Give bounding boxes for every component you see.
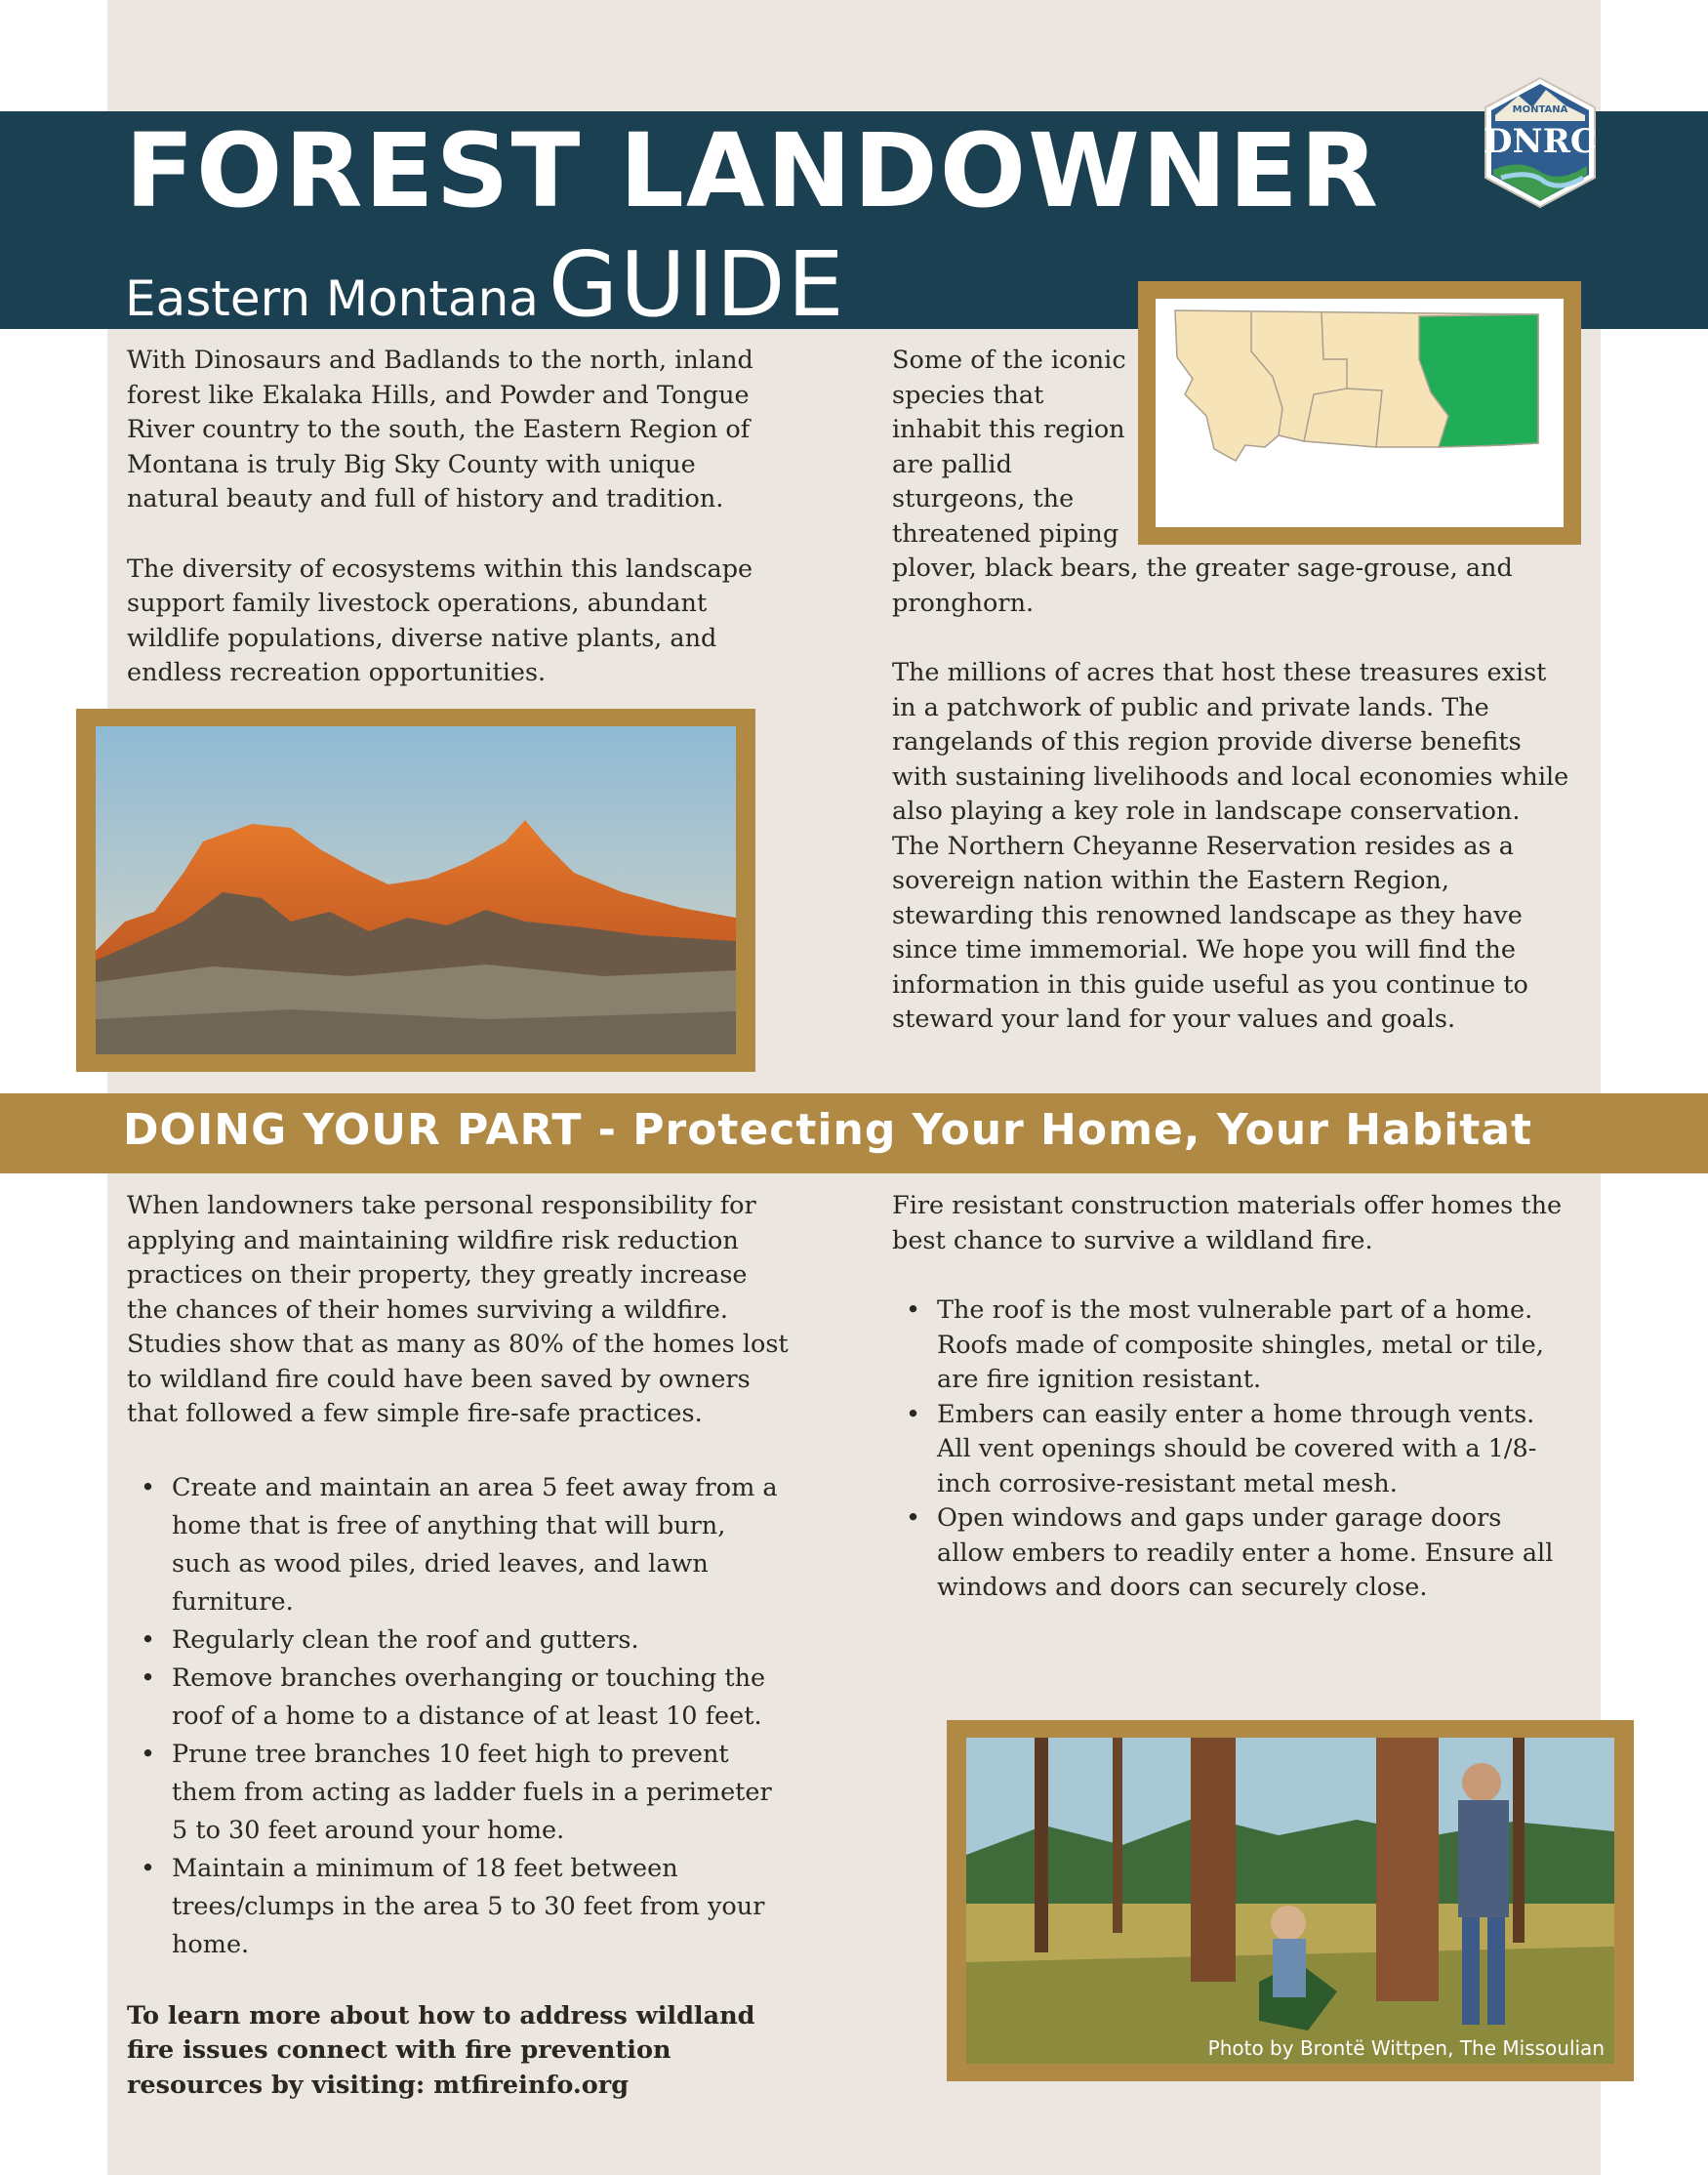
list-item: • Maintain a minimum of 18 feet between trees/clumps in the area 5 to 30 feet from your home. [127, 1850, 791, 1964]
list-item: • Open windows and gaps under garage doors allow embers to readily enter a home. Ensure all windows and doors can securely close. [892, 1501, 1575, 1606]
intro-right-column [892, 552, 1575, 1038]
learn-more-text: To learn more about how to address wildland fire issues connect with fire prevention resources by visiting: mtfireinfo.org [127, 2000, 755, 2100]
list-item: • Remove branches overhanging or touching the roof of a home to a distance of at least 10 feet. [127, 1660, 791, 1736]
forest-photo-frame [947, 1720, 1634, 2081]
intro-paragraph: The millions of acres that host these treasures exist in a patchwork of public and private lands. The rangelands of this region provide diverse benefits with sustaining livelihoods and local economies while also playing a key role in landscape conservation. The Northern Cheyanne Reservation resides as a sovereign nation within the Eastern Region, stewarding this renowned landscape as they have since time immemorial. We hope you will find the information in this guide useful as you continue to steward your land for your values and goals. [892, 658, 1569, 1034]
list-item: • Embers can easily enter a home through vents. All vent openings should be covered with a 1/8-inch corrosive-resistant metal mesh. [892, 1398, 1575, 1502]
intro-paragraph: plover, black bears, the greater sage-grouse, and pronghorn. [892, 554, 1513, 618]
fire-safety-paragraph: When landowners take personal responsibility for applying and maintaining wildfire risk reduction practices on their property, they greatly increase the chances of their homes surviving a wildfire. Studies show that as many as 80% of the homes lost to wildland fire could have been saved by owners that followed a few simple fire-safe practices. [127, 1191, 789, 1428]
list-item: • Regularly clean the roof and gutters. [127, 1621, 791, 1660]
logo-top-text: MONTANA [1512, 104, 1568, 115]
montana-region-map [1156, 299, 1564, 527]
intro-paragraph: With Dinosaurs and Badlands to the north, inland forest like Ekalaka Hills, and Powder and Tongue River country to the south, the Eastern Region of Montana is truly Big Sky County with unique natural beauty and full of history and tradition. [127, 346, 753, 513]
subtitle-region: Eastern Montana [125, 270, 539, 327]
badlands-photo [96, 726, 736, 1054]
dnrc-logo [1482, 76, 1599, 209]
badlands-photo-frame [76, 709, 755, 1072]
logo-main-text: DNRC [1484, 122, 1597, 161]
intro-paragraph: The diversity of ecosystems within this landscape support family livestock operations, abundant wildlife populations, diverse native plants, and endless recreation opportunities. [127, 554, 753, 687]
montana-map-frame [1138, 281, 1581, 545]
page-title: FOREST LANDOWNER [125, 111, 1381, 230]
list-item: • The roof is the most vulnerable part of a home. Roofs made of composite shingles, metal or tile, are fire ignition resistant. [892, 1293, 1575, 1398]
fire-safety-right-column [892, 1189, 1575, 1606]
construction-list [892, 1293, 1575, 1606]
fire-safety-practices-list [127, 1469, 791, 1964]
intro-left-column [127, 344, 771, 691]
forest-photo [966, 1738, 1614, 2064]
intro-right-narrow: Some of the iconic species that inhabit this region are pallid sturgeons, the threatened piping [892, 346, 1126, 549]
fire-safety-left-column [127, 1189, 791, 2103]
photo-caption: Photo by Brontë Wittpen, The Missoulian [1207, 2036, 1605, 2060]
list-item: • Create and maintain an area 5 feet away from a home that is free of anything that will burn, such as wood piles, dried leaves, and lawn furniture. [127, 1469, 791, 1621]
subtitle-guide: GUIDE [548, 232, 846, 337]
construction-paragraph: Fire resistant construction materials offer homes the best chance to survive a wildland fire. [892, 1191, 1563, 1255]
section-title: DOING YOUR PART - Protecting Your Home, Your Habitat [123, 1105, 1533, 1155]
list-item: • Prune tree branches 10 feet high to prevent them from acting as ladder fuels in a perimeter 5 to 30 feet around your home. [127, 1736, 791, 1850]
page-subtitle [125, 232, 846, 337]
